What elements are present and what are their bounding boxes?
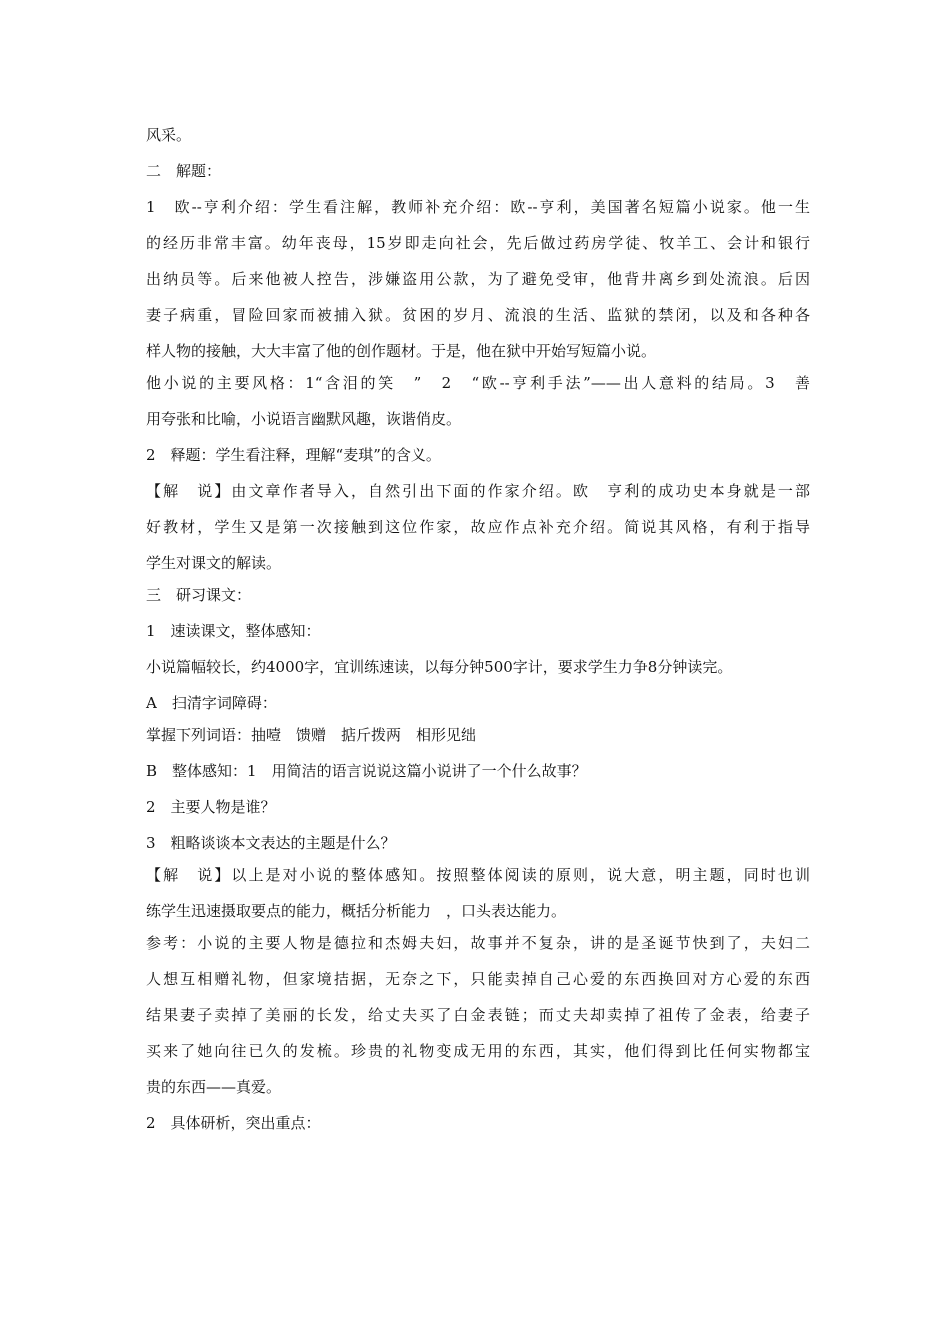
- text-line: 2 具体研析，突出重点：: [146, 1114, 321, 1132]
- reference-line: 结果妻子卖掉了美丽的长发，给丈夫买了白金表链；而丈夫却卖掉了祖传了金表，给妻子: [146, 1006, 810, 1024]
- text-line: 样人物的接触，大大丰富了他的创作题材。于是，他在狱中开始写短篇小说。: [146, 342, 657, 360]
- section-heading: 三 研习课文：: [146, 586, 252, 604]
- text-line: B 整体感知：1 用简洁的语言说说这篇小说讲了一个什么故事？: [146, 762, 587, 780]
- commentary-line: 好教材，学生又是第一次接触到这位作家，故应作点补充介绍。简说其风格，有利于指导: [146, 518, 810, 536]
- commentary-line: 【解 说】由文章作者导入，自然引出下面的作家介绍。欧 亨利的成功史本身就是一部: [146, 482, 810, 500]
- reference-line: 人想互相赠礼物，但家境拮据，无奈之下，只能卖掉自己心爱的东西换回对方心爱的东西: [146, 970, 810, 988]
- reference-line: 贵的东西——真爱。: [146, 1078, 282, 1096]
- commentary-line: 【解 说】以上是对小说的整体感知。按照整体阅读的原则，说大意，明主题，同时也训: [146, 866, 810, 884]
- text-line: 3 粗略谈谈本文表达的主题是什么？: [146, 834, 396, 852]
- text-line: 出纳员等。后来他被人控告，涉嫌盗用公款，为了避免受审，他背井离乡到处流浪。后因: [146, 270, 810, 288]
- commentary-line: 学生对课文的解读。: [146, 554, 282, 572]
- text-line: 2 主要人物是谁？: [146, 798, 276, 816]
- reference-line: 买来了她向往已久的发梳。珍贵的礼物变成无用的东西，其实，他们得到比任何实物都宝: [146, 1042, 810, 1060]
- text-line: 1 欧--亨利介绍：学生看注解，教师补充介绍：欧--亨利，美国著名短篇小说家。他一生: [146, 198, 810, 216]
- text-line: 风采。: [146, 126, 192, 144]
- commentary-line: 练学生迅速摄取要点的能力，概括分析能力 ，口头表达能力。: [146, 902, 567, 920]
- text-line: 2 释题：学生看注释，理解“麦琪”的含义。: [146, 446, 441, 464]
- text-line: 他小说的主要风格：1“含泪的笑 ” 2 “欧--亨利手法”——出人意料的结局。3 善: [146, 374, 810, 392]
- section-heading: 二 解题：: [146, 162, 222, 180]
- text-line: 掌握下列词语：抽噎 馈赠 掂斤拨两 相形见绌: [146, 726, 477, 744]
- text-line: 1 速读课文，整体感知：: [146, 622, 321, 640]
- reference-line: 参考：小说的主要人物是德拉和杰姆夫妇，故事并不复杂，讲的是圣诞节快到了，夫妇二: [146, 934, 810, 952]
- text-line: 妻子病重，冒险回家而被捕入狱。贫困的岁月、流浪的生活、监狱的禁闭，以及和各种各: [146, 306, 810, 324]
- text-line: A 扫清字词障碍：: [146, 694, 277, 712]
- text-line: 小说篇幅较长，约4000字，宜训练速读，以每分钟500字计，要求学生力争8分钟读完。: [146, 658, 733, 676]
- text-line: 用夸张和比喻，小说语言幽默风趣，诙谐俏皮。: [146, 410, 462, 428]
- text-line: 的经历非常丰富。幼年丧母，15岁即走向社会，先后做过药房学徒、牧羊工、会计和银行: [146, 234, 810, 252]
- document-page: [146, 125, 810, 1133]
